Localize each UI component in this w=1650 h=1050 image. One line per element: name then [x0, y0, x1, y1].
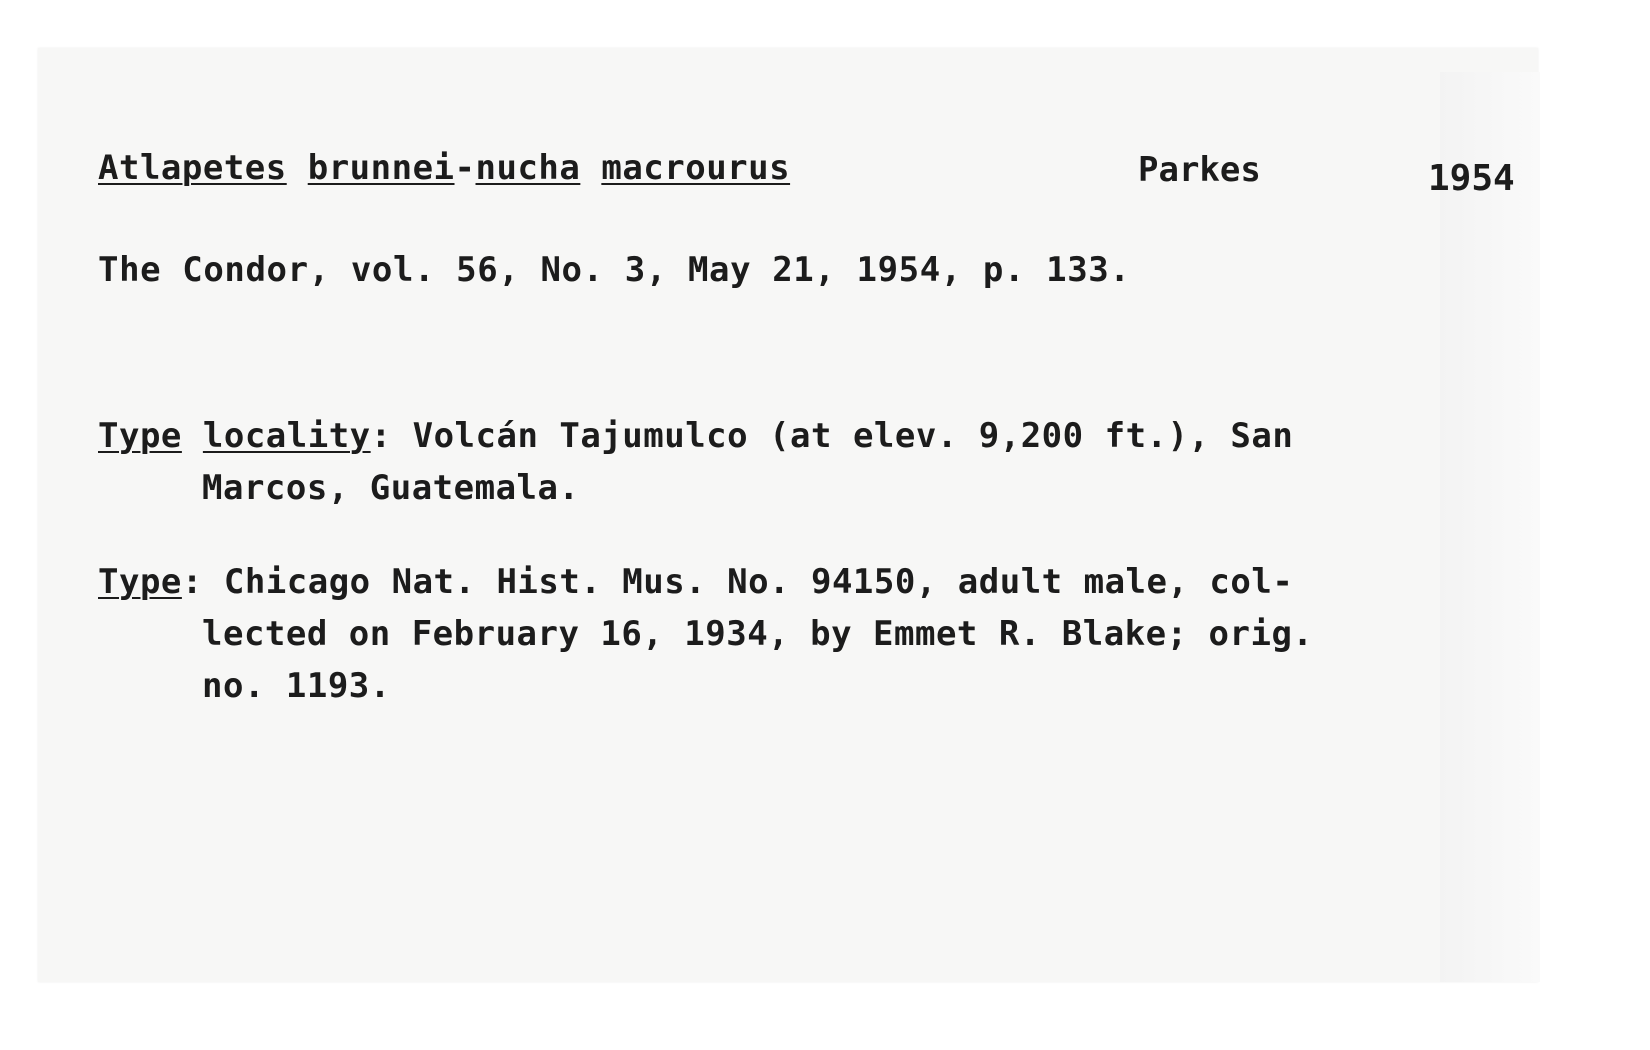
publication-year: 1954 — [1428, 158, 1515, 199]
type-label: Type — [98, 562, 182, 602]
type-locality-line-2: Marcos, Guatemala. — [202, 468, 580, 508]
species-name-part-2: nucha — [475, 148, 581, 188]
subspecies-name: macrourus — [601, 148, 791, 188]
author-name: Parkes — [1138, 150, 1261, 190]
type-locality-label-1: Type — [98, 416, 182, 456]
genus-name: Atlapetes — [98, 148, 287, 188]
index-card — [38, 48, 1538, 982]
taxon-name — [98, 148, 790, 188]
type-locality-paragraph — [98, 410, 1293, 514]
type-locality-colon: : — [370, 416, 392, 456]
type-line-1: Chicago Nat. Hist. Mus. No. 94150, adult male, col- — [202, 562, 1294, 602]
type-line-3: no. 1193. — [202, 666, 391, 706]
type-locality-label-2: locality — [202, 416, 371, 456]
species-name-part-1: brunnei — [307, 148, 455, 188]
type-colon: : — [181, 562, 203, 602]
card-shadow-edge — [1440, 72, 1540, 982]
species-hyphen: - — [454, 148, 476, 188]
citation: The Condor, vol. 56, No. 3, May 21, 1954, p. 133. — [98, 250, 1131, 290]
type-line-2: lected on February 16, 1934, by Emmet R. Blake; orig. — [202, 614, 1314, 654]
type-locality-line-1: Volcán Tajumulco (at elev. 9,200 ft.), San — [391, 416, 1294, 456]
type-specimen-paragraph — [98, 556, 1313, 712]
